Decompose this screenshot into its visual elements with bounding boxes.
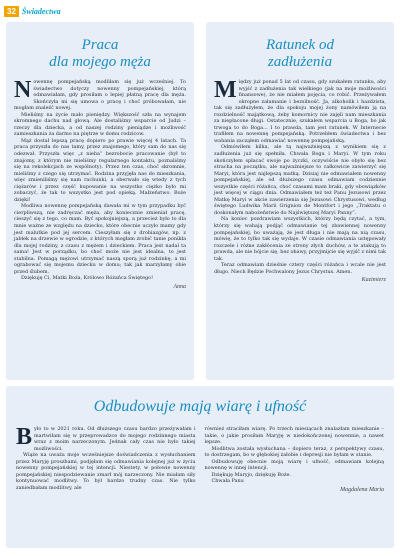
paragraph: Modlitwa została wysłuchana – dopiero teraz, z perspektywy czasu, to dostrzegam, bo w głębokiej żałobie i depresji nie byłam w stanie. [204, 445, 384, 459]
title-line-2: dla mojego męża [49, 54, 151, 70]
title-line-2: zadłużenia [267, 54, 333, 70]
paragraph: Między już ponad 5 lat od czasu, gdy szukałem ratunku, aby wyjść z zadłużenia tak wielkiego (jak na moje możliwości finansowe), że nie miałem pojęcia, co robić. Przeżywałem okropne załamanie i bezsilność. Ja, alkoholik i hazdzista, tak się zadłużyłem, że dla spokoju mojej żony namówiłem ją na rozdzielność majątkową, żeby komornicy nie zajęli nam mieszkania za niepłacone długi. Ostatecznie, szukałem wsparcia u Boga, bo jak trwoga to do Boga... I to prawda, tam jest ratunek. W Internecie trafiłem na nowennę pompejańską. Potrzebłem świadectwa i bez wahania zacząłem odmawiać nowennę pompejańską. [214, 77, 386, 144]
article-title: Odbudowuje mają wiarę i ufność [93, 398, 307, 415]
author-signature: Kazimierz [361, 277, 386, 284]
title-line-1: Praca [81, 37, 119, 53]
author-signature: Anna [173, 283, 186, 290]
page-header [4, 4, 61, 18]
drop-cap: N [14, 77, 32, 103]
article-odbudowuje [6, 386, 394, 548]
paragraph: Dziękuję Maryjo, dziękuję Boże. [211, 471, 291, 478]
paragraph: Odbudowuję obecnie moją wiarę i ufność, odmawiam kolejną nowennę w innej intencji. [204, 458, 384, 472]
article-praca [6, 22, 194, 380]
section-title: Świadectwa [21, 6, 61, 16]
article-ratunek [206, 22, 394, 380]
paragraph: Na koniec pozdrawiam wszystkich, którzy będą czytać, a tym, którzy się wahają podjąć odmawianie tej zbawiennej nowenny pompejańskiej, bo uważają, że jest długa i nie mają na nią czasu, mówię, że to tylko tak się wydaje. W czasie odmawiania ustępowały rozczele i różne zakłócenia ze strony złych duchów, a te atakują to prawda, ale nie bójcie się, bez obawy, przyjmijcie się wyjść z nimi tak tak. [214, 216, 386, 262]
paragraph: Mąż dostał lepszą pracę dopiero po prawie więcej 4 latach. Ta praca przyszła do nas tamy, przez znajomego, który sam do nas się odezwał. Przyszła więc „z nieba” bezrobocie pracowanie (był to znajomy, z którym nie mieliśmy regularnego kontaktu, poznaliśmy się na rekolekcjach ze wspólnoty). Przez ten czas, choć skromnie, mieliśmy z czego się utrzymać. Rodzina przyjęła nas do mieszkania, więc zmieniliśmy się nam rachunki, a oberwało się wtedy z tych ciężarów i przez część kupowanie na wszystko ciężko było mi zobaczyć, że tak to wszystko jest pod opieką. Małżeństwo. Boże dzięki! [14, 137, 186, 203]
column-right [205, 426, 385, 493]
article-title [14, 37, 186, 71]
paragraph: Było to w 2021 roku. Od dłuższego czasu bardzo przeżywałam i martwiłam się w przeprowadzce do mojego rodzinnego miasta wraz z moim narzeczonym. Jednak cały czas nie było takiej możliwości. [16, 424, 196, 452]
paragraph: Odmówiłem kilka, ale tą najważniejszą z wynikiem się z zadłużenia już się spełniła. Chwała Bogu i Maryi. W tym roku skończyłem spłacać swoje po życzki, oczywiście nie obyło się bez stracha na początku, ale najważniejsze to całkowicie zawierzyć się Maryi, która jest najlepszą matką. Dzisiaj nie odmawiałem nowenny pompejańskiej, ale od dłuższego czasu odmawiam codziennie wszystkie części różańca, choć czasami mam braki, gdy obowiązków jest więcej w ciągu dnia. Odmawiałem też też Panu Jezusowi przez Matkę Maryi w akcie zawierzenia się Jezusowi Chrystusowi, według świętego Ludwika Marii Grignion de Montfort i jego „Traktatu o doskonałym nabożeństwie do Najświętszej Maryi Panny”. [214, 144, 386, 216]
page-number: 32 [4, 6, 19, 17]
paragraph: Modliwa nowennę pompejańską dawała mi w tym przypadku być cierpliwszą, nie zadręczać męża, aby koniecznie zmieniał pracę, cieszyć się z tego, co mam. Być spokojniejszą, a przecież było to dla mnie ważne ze względu na dziecko, które obecnie uczyło mamy gdy jest malutkie pod jej sercem. Cieszyłam się z drobiazgów, np. z jabłek na drzewie w ogrodzie, z których mogłam zrobić tanie ponikła dla mojej rodziny, z czasu z mężem i dzieckiem. Praca jest nadal ta sama! Jest w porządku, bo choć może nie jest idealna, to jest stabilna. Pomagą mężowi utrzymać naszą sporą już rodzinkę, a mi ograbować się mojemu dziecku w domu; tak jak marzyłamy obie przed ślubem. [14, 203, 186, 275]
paragraph: Nowennę pompejańską modliłam się już wcześniej. To świadectwo dotyczy nowenny pompejańskiej, którą odmawiałam, gdy prosiłam o lepiej płatną pracę dla męża. Skończyła mi się umowa o pracę i choć próbowałam, nie mogłam znaleźć nowej. [14, 77, 186, 112]
drop-cap: M [214, 77, 237, 103]
drop-cap: B [16, 424, 33, 450]
article-body [214, 79, 386, 283]
paragraph: Teraz odmawiam dzieśnie cztery części różańca i wcale nie jest długo. Niech Będzie Pochwalony Jezus Chrystus. Amen. [214, 262, 386, 275]
column-left [16, 426, 196, 493]
paragraph: Chwała Panu [211, 478, 244, 485]
paragraph: Wiąże na uważa moje wcześniejsze doświadczenia z wysłuchaniem przez Maryję proszbami, podjęłam się odmawiania kolejnej już w życiu nowenny pompejańskiej w tej intencji. Niestety, w połowie nowenny pompejańskiej niespodziewanie zmarł mój narzeczony. Nie miałam siły kontynuować modlitwy. To był bardzo trudny czas. Nie tylko zaniedbałam modlitwy, ale [16, 452, 196, 491]
paragraph: Mieliśmy na życie mało pieniędzy. Większość szła na wynajem skromnego dachu nad głową. Ale dostaliśmy wsparcie od Judzi – rzeczy dla dziecka, a od naszej rodziny pieniądze i możliwość zamieszkania za darmo na piętrze w domu rodzicow. [14, 111, 186, 138]
author-signature: Magdalena Maria [340, 486, 384, 493]
paragraph: Dziękuję Ci, Matki Boża, Królowo Różańca Świętego! [21, 275, 154, 282]
article-body [14, 79, 186, 290]
article-title [214, 37, 386, 71]
title-line-1: Ratunek od [266, 37, 334, 53]
paragraph: również straciłam wiarę. Po trzech miesiącach znalazłam mieszkanie – takie, o jakie prosiłam Maryję w niedokończonej nowennie, a nawet lepsze. [204, 426, 384, 446]
article-body [16, 426, 384, 493]
